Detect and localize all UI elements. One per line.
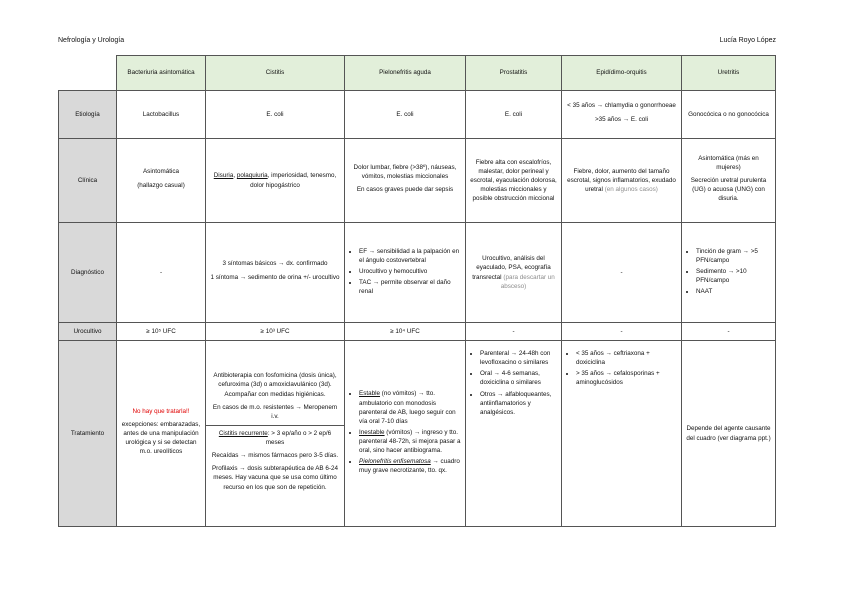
cell-urocultivo-pielonefritis: ≥ 10⁴ UFC: [345, 323, 466, 341]
cell-tratamiento-epididimo: [562, 341, 682, 527]
row-clinica: [59, 139, 776, 223]
list-item: • Urocultivo y hemocultivo: [359, 267, 461, 276]
row-header-etiologia: Etiología: [59, 91, 117, 139]
cell-diagnostico-bacteriuria: -: [117, 223, 206, 323]
cell-urocultivo-cistitis: ≥ 10³ UFC: [206, 323, 345, 341]
clinica-uret-line1: Asintomática (más en mujeres): [698, 154, 759, 171]
list-item: • Parenteral → 24-48h con levofloxacino o similares: [480, 349, 557, 367]
row-diagnostico: [59, 223, 776, 323]
diag-piel-list: [349, 247, 461, 297]
row-header-urocultivo: Urocultivo: [59, 323, 117, 341]
clinica-piel-line2: En casos graves puede dar sepsis: [356, 186, 454, 194]
etiologia-epididimo-young: < 35 años → chlamydia o gonorrhoeae: [567, 102, 676, 110]
list-item: • TAC → permite observar el daño renal: [359, 278, 461, 296]
trat-piel-inestable: Inestable: [359, 428, 385, 436]
cell-clinica-bacteriuria: [117, 139, 206, 223]
diag-cist-line1: 3 síntomas básicos → dx. confirmado: [222, 260, 328, 268]
cell-tratamiento-uretritis: Depende del agente causante del cuadro (ver diagrama ppt.): [682, 341, 776, 527]
cell-diagnostico-epididimo: -: [562, 223, 682, 323]
trat-piel-enfisematosa-text: → cuadro muy grave necrotizante, tto. qx.: [359, 458, 460, 475]
trat-cist-recurrente-def: : > 3 ep/año o > 2 ep/6 meses: [265, 429, 332, 447]
cell-diagnostico-cistitis: [206, 223, 345, 323]
diag-uret-list: [686, 247, 771, 297]
trat-cist-line2: En casos de m.o. resistentes → Meropenem i.v.: [212, 403, 338, 420]
trat-piel-enfisematosa: Pielonefritis enfisematosa: [359, 458, 431, 466]
list-item: [359, 428, 461, 455]
cell-urocultivo-bacteriuria: ≥ 10⁵ UFC: [117, 323, 206, 341]
cell-clinica-cistitis: [206, 139, 345, 223]
cell-tratamiento-cistitis: [206, 341, 345, 527]
cell-urocultivo-epididimo: -: [562, 323, 682, 341]
cell-urocultivo-uretritis: -: [682, 323, 776, 341]
cell-clinica-uretritis: [682, 139, 776, 223]
trat-cist-line1: Antibioterapia con fosfomicina (dosis única), cefuroxima (3d) o amoxiclavulánico (3d). Acompañar con medidas higiénicas.: [213, 372, 337, 398]
list-item: • EF → sensibilidad a la palpación en el ángulo costovertebral: [359, 247, 461, 265]
cell-etiologia-uretritis: Gonocócica o no gonocócica: [682, 91, 776, 139]
diag-cist-line2: 1 síntoma → sedimento de orina +/- urocultivo: [210, 273, 340, 281]
cell-diagnostico-prostatitis: [466, 223, 562, 323]
cell-tratamiento-bacteriuria: [117, 341, 206, 527]
trat-piel-list: [349, 389, 461, 475]
col-header-uretritis: Uretritis: [682, 56, 776, 91]
clinica-epi-note: (en algunos casos): [604, 186, 658, 194]
list-item: [359, 457, 461, 475]
clinica-epi-text: Fiebre, dolor, aumento del tamaño escrotal, signos inflamatorios, exudado uretral: [567, 167, 676, 194]
clinica-cist-rest: , imperiosidad, tenesmo, dolor hipogástrico: [250, 172, 337, 189]
document-subject: Nefrología y Urología: [58, 37, 125, 44]
trat-bact-exceptions: excepciones: embarazadas, antes de una manipulación urológica y si se detectan m.o. ureolíticos: [121, 420, 201, 456]
list-item: • > 35 años → cefalosporinas + aminoglucósidos: [576, 369, 677, 387]
diag-prost-text: Urocultivo, análisis del eyaculado, PSA, ecografía transrectal: [472, 255, 551, 281]
col-header-pielonefritis: Pielonefritis aguda: [345, 56, 466, 91]
list-item: [359, 389, 461, 426]
cell-clinica-prostatitis: Fiebre alta con escalofríos, malestar, dolor perineal y escrotal, eyaculación dolorosa, molestias miccionales y posible obstrucción miccional: [466, 139, 562, 223]
row-header-tratamiento: Tratamiento: [59, 341, 117, 527]
list-item: • Oral → 4-6 semanas, doxiciclina o similares: [480, 369, 557, 387]
cell-tratamiento-prostatitis: [466, 341, 562, 527]
cell-etiologia-prostatitis: E. coli: [466, 91, 562, 139]
corner-cell: [59, 56, 117, 91]
list-item: • Sedimento → >10 PFN/campo: [696, 267, 771, 285]
cell-etiologia-cistitis: E. coli: [206, 91, 345, 139]
comparison-table: [58, 55, 776, 527]
col-header-cistitis: Cistitis: [206, 56, 345, 91]
row-etiologia: [59, 91, 776, 139]
divider: [206, 425, 344, 426]
clinica-cist-sep: ,: [233, 172, 237, 180]
cell-etiologia-epididimo: [562, 91, 682, 139]
cell-tratamiento-pielonefritis: [345, 341, 466, 527]
trat-piel-inestable-text: (vómitos) → ingreso y tto. parenteral 48-72h, si mejora pasar a oral, sino hacer antibiograma.: [359, 428, 461, 455]
etiologia-epididimo-old: >35 años → E. coli: [594, 115, 649, 123]
cell-etiologia-pielonefritis: E. coli: [345, 91, 466, 139]
cell-etiologia-bacteriuria: Lactobacillus: [117, 91, 206, 139]
row-tratamiento: [59, 341, 776, 527]
cell-clinica-pielonefritis: [345, 139, 466, 223]
col-header-bacteriuria: Bacteriuria asintomática: [117, 56, 206, 91]
list-item: • Otros → alfabloqueantes, antiinflamatorios y analgésicos.: [480, 390, 557, 417]
cell-diagnostico-uretritis: [682, 223, 776, 323]
clinica-cist-polaquiuria: polaquiuria: [236, 172, 268, 180]
trat-piel-estable-text: (no vómitos) → tto. ambulatorio con monodosis parenteral de AB, luego seguir con vía oral 7-10 días: [359, 390, 456, 425]
trat-prost-list: [470, 349, 557, 417]
trat-cist-recurrente: Cistitis recurrente: [218, 429, 268, 437]
clinica-cist-disuria: Disuria: [213, 172, 234, 180]
trat-bact-warning: No hay que tratarla!!: [132, 407, 190, 415]
cell-urocultivo-prostatitis: -: [466, 323, 562, 341]
header-row: [59, 56, 776, 91]
trat-piel-estable: Estable: [359, 390, 381, 398]
trat-cist-line5: Profilaxis → dosis subterapéutica de AB 6-24 meses. Hay vacuna que se usa como último recurso en los que son de repetición.: [211, 465, 338, 491]
trat-epi-list: [566, 349, 677, 388]
clinica-uret-line2: Secreción uretral purulenta (UG) o acuosa (UNG) con disuria.: [690, 176, 767, 203]
row-header-diagnostico: Diagnóstico: [59, 223, 117, 323]
list-item: • Tinción de gram → >5 PFN/campo: [696, 247, 771, 265]
clinica-bact-line2: (hallazgo casual): [137, 181, 185, 189]
cell-diagnostico-pielonefritis: [345, 223, 466, 323]
row-urocultivo: [59, 323, 776, 341]
document-author: Lucía Royo López: [719, 37, 776, 44]
diag-prost-note: (para descartar un absceso): [500, 273, 555, 290]
col-header-prostatitis: Prostatitis: [466, 56, 562, 91]
row-header-clinica: Clínica: [59, 139, 117, 223]
trat-cist-line3: [210, 429, 340, 447]
col-header-epididimo: Epidídimo-orquitis: [562, 56, 682, 91]
list-item: • < 35 años → ceftriaxona + doxiciclina: [576, 349, 677, 367]
clinica-bact-line1: Asintomática: [142, 168, 180, 176]
list-item: • NAAT: [696, 287, 771, 296]
cell-clinica-epididimo: [562, 139, 682, 223]
trat-cist-line4: Recaídas → mismos fármacos pero 3-5 días.: [211, 452, 339, 460]
clinica-piel-line1: Dolor lumbar, fiebre (>38º), náuseas, vómitos, molestias miccionales: [353, 163, 457, 180]
